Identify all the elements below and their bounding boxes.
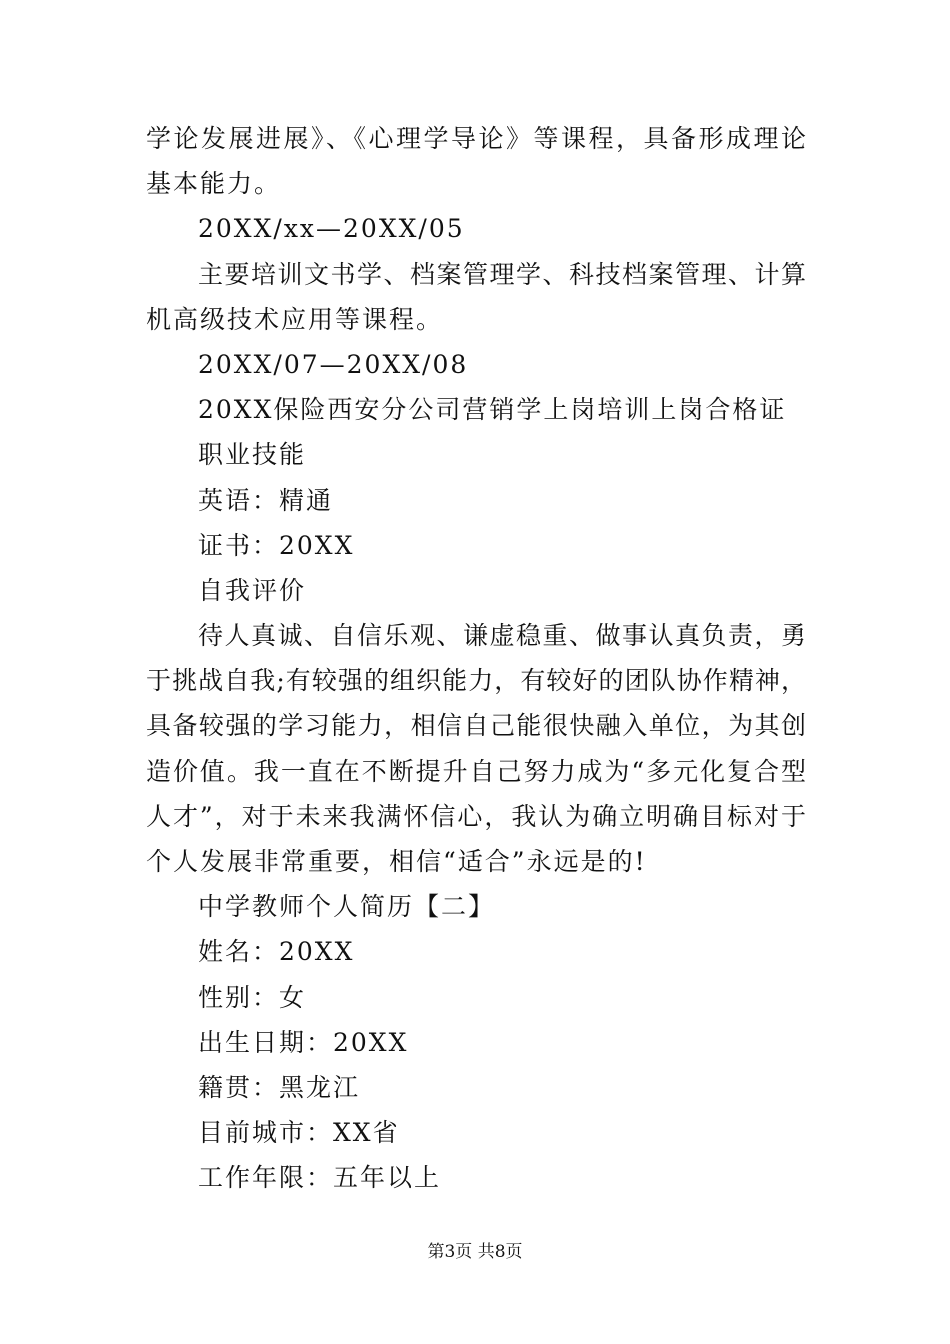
text-line: 待人真诚、自信乐观、谦虚稳重、做事认真负责，勇 (198, 621, 806, 651)
text-line: 自我评价 (198, 575, 307, 605)
text-line: 职业技能 (198, 440, 307, 470)
text-line: 主要培训文书学、档案管理学、科技档案管理、计算 (198, 259, 806, 289)
text-line: 姓名：20XX (198, 937, 355, 967)
page-footer: 第3页 共8页 (427, 1242, 523, 1262)
text-line: 籍贯：黑龙江 (198, 1072, 361, 1102)
text-line: 具备较强的学习能力，相信自己能很快融入单位，为其创 (146, 711, 806, 741)
text-line: 20XX/xx—20XX/05 (198, 214, 465, 244)
text-line: 于挑战自我;有较强的组织能力，有较好的团队协作精神， (146, 666, 806, 696)
text-line: 学论发展进展》、《心理学导论》等课程，具备形成理论 (146, 124, 806, 153)
text-line: 20XX/07—20XX/08 (198, 349, 469, 379)
text-line: 20XX保险西安分公司营销学上岗培训上岗合格证 (198, 395, 787, 425)
text-line: 个人发展非常重要，相信“适合”永远是的! (146, 847, 647, 876)
text-line: 基本能力。 (146, 169, 282, 199)
text-line: 证书：20XX (198, 530, 355, 560)
text-line: 造价值。我一直在不断提升自己努力成为“多元化复合型 (146, 756, 806, 786)
text-line: 人才”，对于未来我满怀信心，我认为确立明确目标对于 (146, 801, 806, 831)
text-line: 英语：精通 (198, 485, 334, 515)
text-line: 目前城市：XX省 (198, 1118, 400, 1148)
text-line: 机高级技术应用等课程。 (146, 304, 444, 334)
text-line: 出生日期：20XX (198, 1027, 409, 1057)
text-line: 中学教师个人简历【二】 (198, 892, 496, 922)
text-line: 性别：女 (198, 982, 307, 1012)
text-line: 工作年限：五年以上 (198, 1163, 442, 1193)
document-body (146, 116, 806, 1201)
